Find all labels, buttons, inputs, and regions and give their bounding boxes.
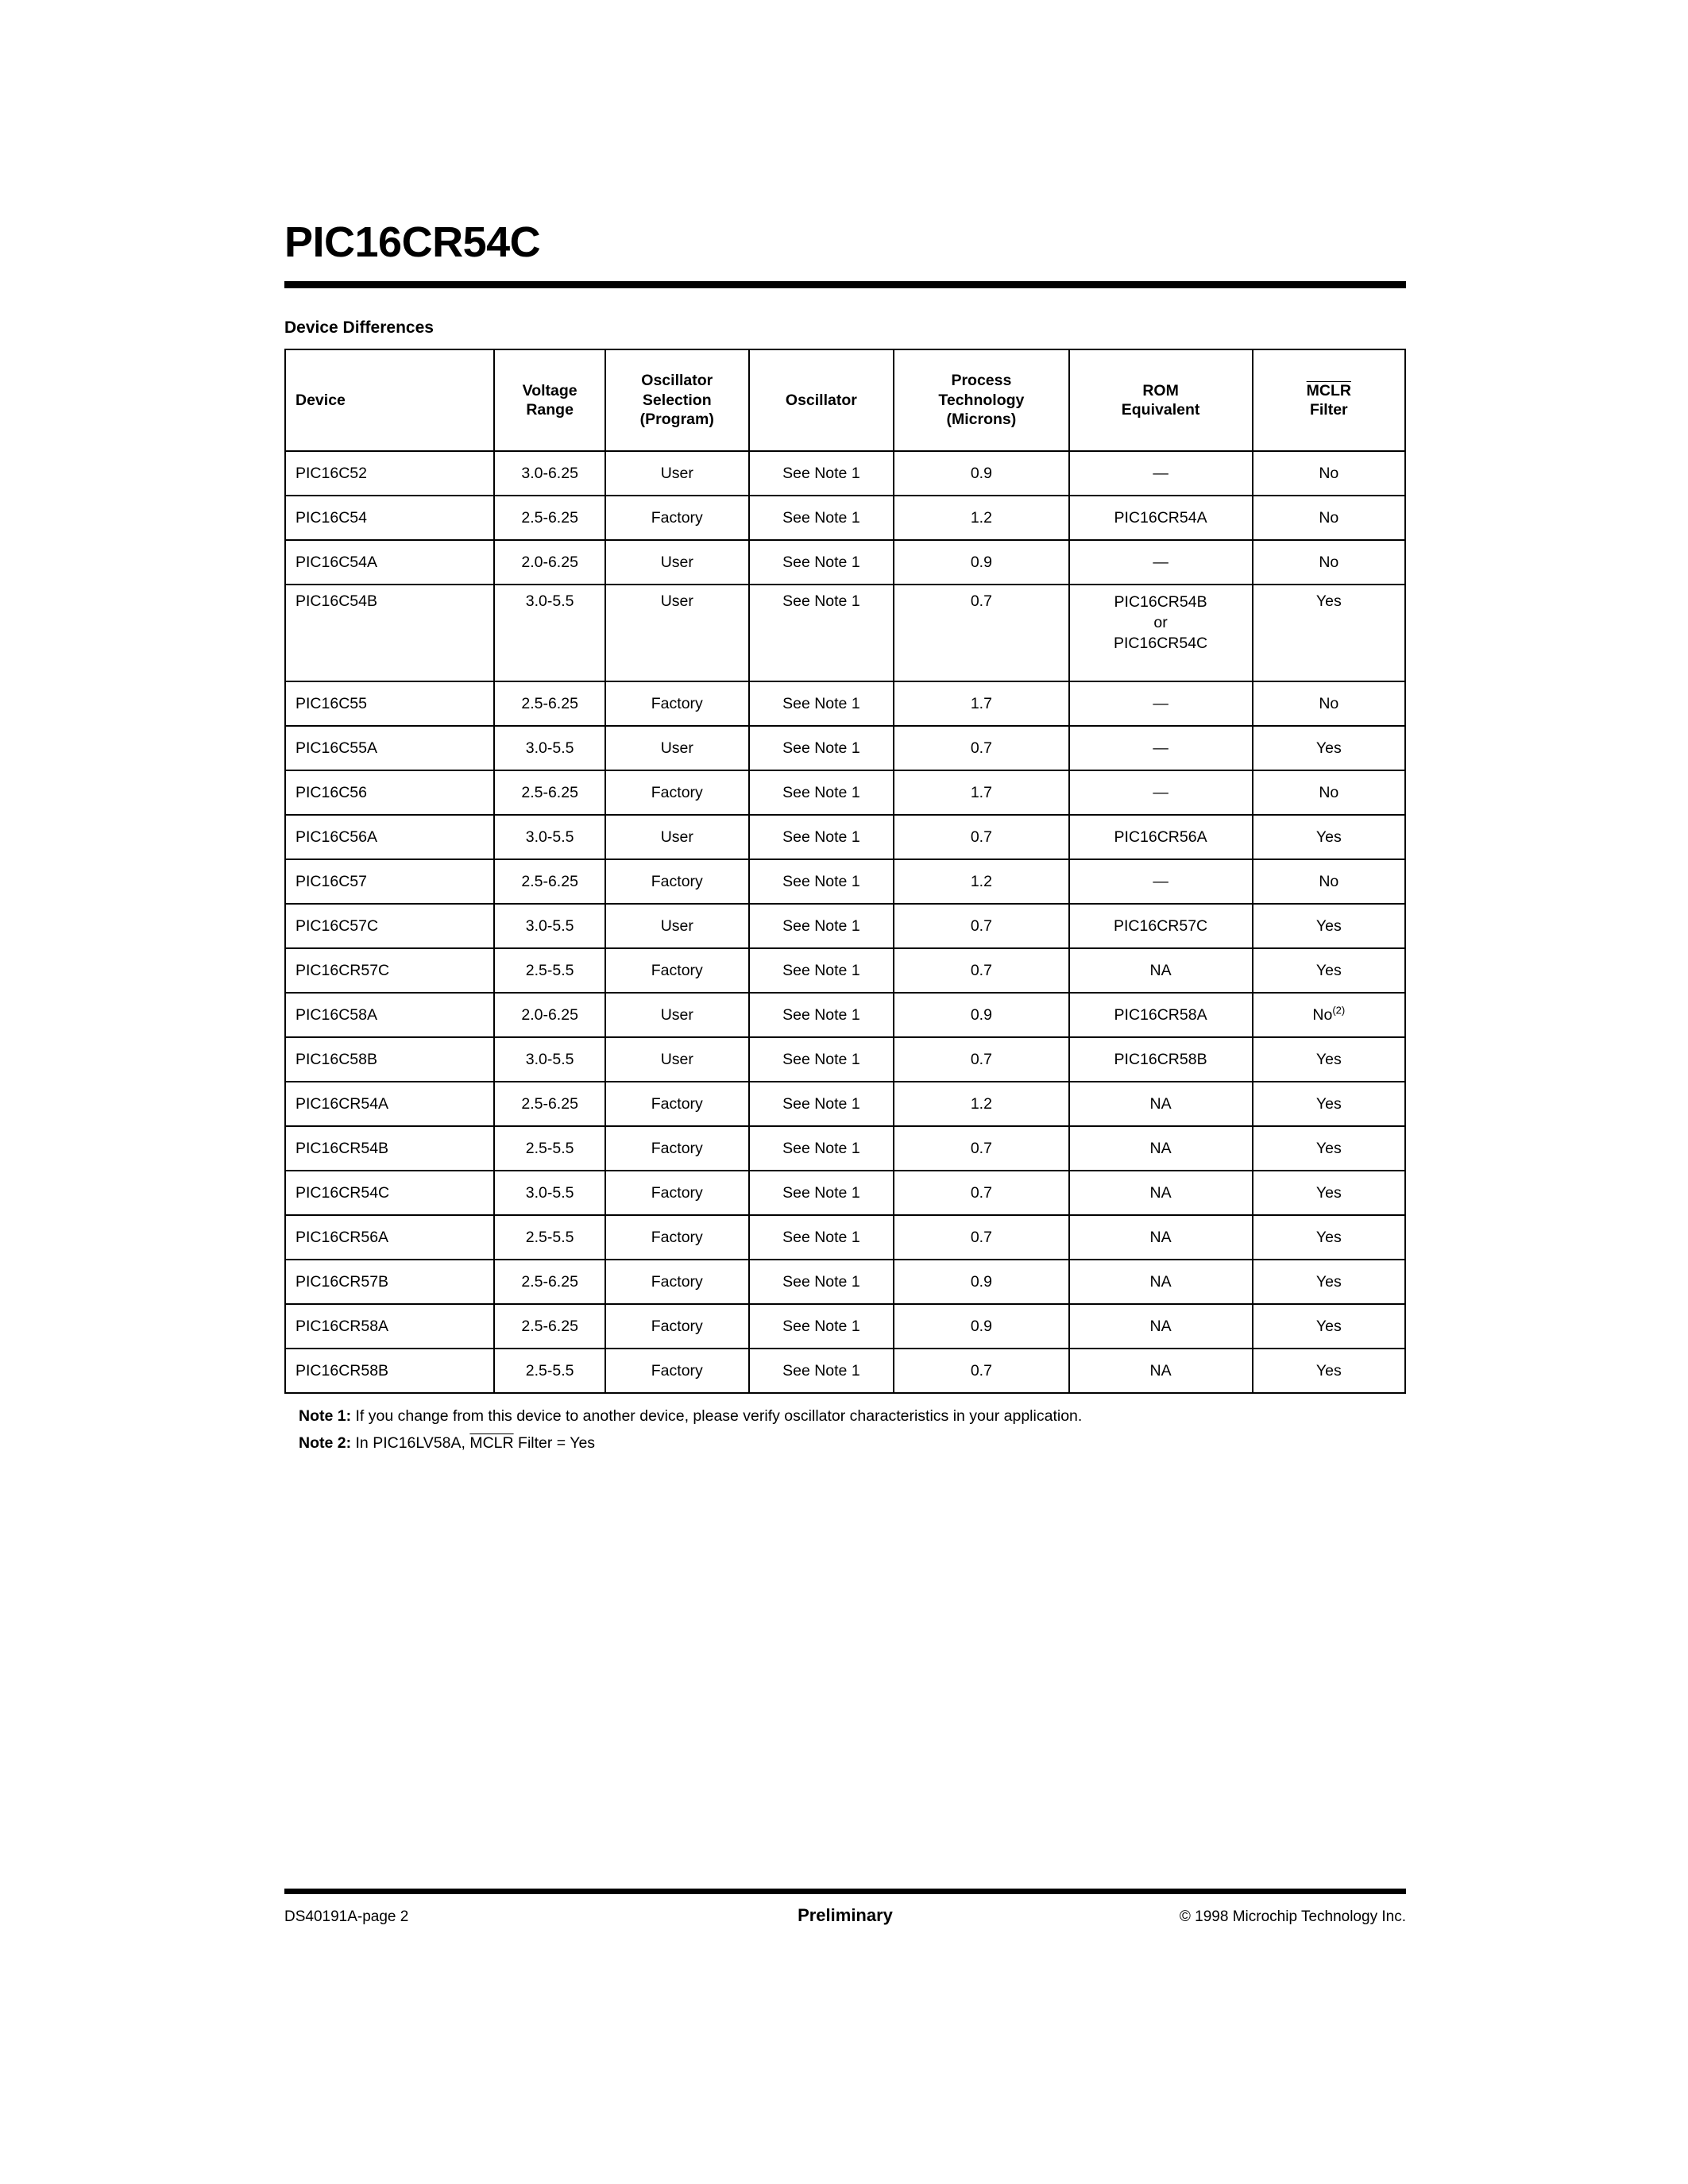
- table-row: [285, 1304, 1405, 1349]
- cell-oscillator: See Note 1: [749, 726, 894, 770]
- cell-device: PIC16C55: [285, 681, 494, 726]
- cell-rom-equivalent: —: [1069, 726, 1253, 770]
- cell-device: PIC16C54B: [285, 585, 494, 681]
- cell-oscillator: See Note 1: [749, 904, 894, 948]
- cell-mclr-filter: No: [1253, 859, 1405, 904]
- cell-process-technology: 0.9: [894, 540, 1068, 585]
- table-row: [285, 496, 1405, 540]
- cell-process-technology: 1.2: [894, 1082, 1068, 1126]
- table-row: [285, 1126, 1405, 1171]
- cell-oscillator-selection: Factory: [605, 1171, 749, 1215]
- cell-device: PIC16C54A: [285, 540, 494, 585]
- cell-oscillator: See Note 1: [749, 770, 894, 815]
- table-row: [285, 451, 1405, 496]
- cell-rom-equivalent: —: [1069, 770, 1253, 815]
- cell-process-technology: 1.2: [894, 859, 1068, 904]
- cell-device: PIC16C52: [285, 451, 494, 496]
- cell-mclr-filter: Yes: [1253, 1126, 1405, 1171]
- cell-voltage-range: 2.5-5.5: [494, 1215, 605, 1260]
- table-row: [285, 726, 1405, 770]
- cell-voltage-range: 2.0-6.25: [494, 993, 605, 1037]
- cell-process-technology: 0.7: [894, 726, 1068, 770]
- table-row: [285, 540, 1405, 585]
- cell-process-technology: 0.7: [894, 1126, 1068, 1171]
- table-row: [285, 1082, 1405, 1126]
- note-1-text: If you change from this device to another device, please verify oscillator characteristics in your application.: [355, 1407, 1083, 1425]
- cell-process-technology: 1.7: [894, 770, 1068, 815]
- cell-voltage-range: 2.0-6.25: [494, 540, 605, 585]
- cell-device: PIC16C57: [285, 859, 494, 904]
- table-row: [285, 585, 1405, 681]
- cell-oscillator: See Note 1: [749, 1126, 894, 1171]
- cell-mclr-filter: Yes: [1253, 904, 1405, 948]
- cell-voltage-range: 3.0-5.5: [494, 904, 605, 948]
- device-differences-table: [284, 349, 1406, 1394]
- cell-oscillator-selection: Factory: [605, 948, 749, 993]
- cell-oscillator-selection: Factory: [605, 1126, 749, 1171]
- table-row: [285, 904, 1405, 948]
- cell-device: PIC16CR57B: [285, 1260, 494, 1304]
- table-row: [285, 681, 1405, 726]
- cell-process-technology: 0.7: [894, 1171, 1068, 1215]
- cell-rom-equivalent: PIC16CR56A: [1069, 815, 1253, 859]
- page-footer: [284, 1889, 1406, 1926]
- cell-voltage-range: 2.5-6.25: [494, 681, 605, 726]
- notes-block: [299, 1406, 1406, 1454]
- cell-oscillator: See Note 1: [749, 1260, 894, 1304]
- table-row: [285, 815, 1405, 859]
- cell-oscillator-selection: Factory: [605, 1082, 749, 1126]
- cell-voltage-range: 2.5-6.25: [494, 770, 605, 815]
- column-header-rom-equivalent: [1069, 349, 1253, 451]
- cell-oscillator-selection: User: [605, 726, 749, 770]
- cell-oscillator: See Note 1: [749, 1171, 894, 1215]
- cell-oscillator: See Note 1: [749, 1215, 894, 1260]
- footer-copyright: © 1998 Microchip Technology Inc.: [1179, 1908, 1406, 1925]
- cell-voltage-range: 3.0-5.5: [494, 726, 605, 770]
- cell-rom-equivalent: NA: [1069, 1171, 1253, 1215]
- oscsel-line3: (Program): [639, 411, 714, 429]
- cell-oscillator-selection: User: [605, 904, 749, 948]
- cell-device: PIC16C56A: [285, 815, 494, 859]
- cell-process-technology: 0.7: [894, 815, 1068, 859]
- cell-voltage-range: 3.0-5.5: [494, 815, 605, 859]
- column-header-mclr-filter: [1253, 349, 1405, 451]
- cell-device: PIC16CR58A: [285, 1304, 494, 1349]
- table-row: [285, 859, 1405, 904]
- column-header-process-technology: [894, 349, 1068, 451]
- cell-rom-equivalent: —: [1069, 681, 1253, 726]
- oscsel-line1: Oscillator: [641, 372, 713, 390]
- cell-oscillator-selection: User: [605, 1037, 749, 1082]
- cell-oscillator: See Note 1: [749, 1349, 894, 1393]
- cell-oscillator: See Note 1: [749, 948, 894, 993]
- cell-rom-equivalent: —: [1069, 451, 1253, 496]
- note-2-mclr: MCLR: [469, 1434, 514, 1453]
- cell-device: PIC16CR54A: [285, 1082, 494, 1126]
- cell-device: PIC16C56: [285, 770, 494, 815]
- cell-oscillator: See Note 1: [749, 1082, 894, 1126]
- table-row: [285, 1037, 1405, 1082]
- cell-oscillator: See Note 1: [749, 815, 894, 859]
- cell-oscillator-selection: Factory: [605, 1349, 749, 1393]
- process-line1: Process: [951, 372, 1012, 390]
- cell-oscillator-selection: Factory: [605, 1260, 749, 1304]
- cell-process-technology: 0.7: [894, 585, 1068, 681]
- cell-mclr-filter: Yes: [1253, 1215, 1405, 1260]
- cell-oscillator: See Note 1: [749, 681, 894, 726]
- cell-oscillator-selection: Factory: [605, 859, 749, 904]
- cell-process-technology: 1.2: [894, 496, 1068, 540]
- voltage-line1: Voltage: [522, 381, 577, 399]
- cell-oscillator: See Note 1: [749, 1037, 894, 1082]
- cell-voltage-range: 3.0-6.25: [494, 451, 605, 496]
- cell-oscillator: See Note 1: [749, 540, 894, 585]
- cell-rom-equivalent: PIC16CR54B or PIC16CR54C: [1069, 585, 1253, 681]
- cell-voltage-range: 2.5-6.25: [494, 1082, 605, 1126]
- cell-process-technology: 0.7: [894, 1037, 1068, 1082]
- cell-mclr-filter: No: [1253, 496, 1405, 540]
- cell-device: PIC16CR54B: [285, 1126, 494, 1171]
- cell-mclr-filter: No: [1253, 451, 1405, 496]
- section-heading: Device Differences: [284, 318, 434, 337]
- column-header-oscillator: Oscillator: [749, 349, 894, 451]
- cell-rom-equivalent: PIC16CR58A: [1069, 993, 1253, 1037]
- cell-voltage-range: 2.5-5.5: [494, 1349, 605, 1393]
- cell-oscillator-selection: Factory: [605, 1304, 749, 1349]
- note-2-suffix: Filter = Yes: [518, 1434, 596, 1453]
- note-2-label: Note 2:: [299, 1434, 352, 1453]
- cell-rom-equivalent: NA: [1069, 948, 1253, 993]
- oscsel-line2: Selection: [642, 391, 712, 409]
- process-line3: (Microns): [946, 411, 1017, 429]
- column-header-voltage-range: [494, 349, 605, 451]
- cell-oscillator: See Note 1: [749, 859, 894, 904]
- voltage-line2: Range: [526, 401, 574, 419]
- cell-process-technology: 0.7: [894, 904, 1068, 948]
- footer-document-id: DS40191A-page 2: [284, 1908, 409, 1925]
- table-header-row: [285, 349, 1405, 451]
- cell-device: PIC16C54: [285, 496, 494, 540]
- cell-device: PIC16CR58B: [285, 1349, 494, 1393]
- cell-mclr-filter: No: [1253, 681, 1405, 726]
- cell-device: PIC16CR56A: [285, 1215, 494, 1260]
- cell-rom-equivalent: NA: [1069, 1082, 1253, 1126]
- cell-oscillator: See Note 1: [749, 585, 894, 681]
- cell-voltage-range: 3.0-5.5: [494, 585, 605, 681]
- cell-mclr-filter: Yes: [1253, 1171, 1405, 1215]
- cell-rom-equivalent: —: [1069, 859, 1253, 904]
- cell-mclr-filter: Yes: [1253, 1037, 1405, 1082]
- footer-status: Preliminary: [798, 1905, 893, 1925]
- cell-process-technology: 0.9: [894, 1304, 1068, 1349]
- cell-voltage-range: 3.0-5.5: [494, 1037, 605, 1082]
- cell-device: PIC16C58B: [285, 1037, 494, 1082]
- rom-line1: ROM: [1142, 381, 1179, 399]
- cell-rom-equivalent: NA: [1069, 1215, 1253, 1260]
- cell-process-technology: 0.7: [894, 948, 1068, 993]
- cell-mclr-filter: Yes: [1253, 1349, 1405, 1393]
- mclr-line1: MCLR: [1306, 381, 1351, 399]
- cell-rom-equivalent: NA: [1069, 1304, 1253, 1349]
- column-header-device: Device: [285, 349, 494, 451]
- cell-oscillator-selection: Factory: [605, 681, 749, 726]
- table-row: [285, 770, 1405, 815]
- cell-rom-equivalent: —: [1069, 540, 1253, 585]
- cell-device: PIC16C57C: [285, 904, 494, 948]
- column-header-oscillator-selection: [605, 349, 749, 451]
- note-1-label: Note 1:: [299, 1407, 352, 1425]
- cell-device: PIC16C55A: [285, 726, 494, 770]
- cell-rom-equivalent: NA: [1069, 1260, 1253, 1304]
- table-row: [285, 1171, 1405, 1215]
- cell-voltage-range: 2.5-6.25: [494, 496, 605, 540]
- cell-process-technology: 0.7: [894, 1215, 1068, 1260]
- cell-rom-equivalent: NA: [1069, 1126, 1253, 1171]
- cell-oscillator-selection: User: [605, 540, 749, 585]
- table-row: [285, 948, 1405, 993]
- cell-voltage-range: 2.5-6.25: [494, 1304, 605, 1349]
- cell-voltage-range: 2.5-6.25: [494, 1260, 605, 1304]
- cell-oscillator-selection: User: [605, 585, 749, 681]
- cell-process-technology: 0.9: [894, 451, 1068, 496]
- cell-oscillator: See Note 1: [749, 496, 894, 540]
- note-1: [299, 1406, 1406, 1426]
- table-row: [285, 993, 1405, 1037]
- cell-device: PIC16CR57C: [285, 948, 494, 993]
- rom-line2: Equivalent: [1121, 401, 1200, 419]
- process-line2: Technology: [938, 391, 1025, 409]
- cell-voltage-range: 2.5-5.5: [494, 1126, 605, 1171]
- cell-oscillator-selection: Factory: [605, 1215, 749, 1260]
- cell-process-technology: 1.7: [894, 681, 1068, 726]
- cell-device: PIC16CR54C: [285, 1171, 494, 1215]
- cell-mclr-filter: Yes: [1253, 585, 1405, 681]
- footer-row: [284, 1905, 1406, 1926]
- cell-process-technology: 0.7: [894, 1349, 1068, 1393]
- cell-oscillator-selection: Factory: [605, 496, 749, 540]
- cell-mclr-filter: No$^{(2)}$: [1253, 993, 1405, 1037]
- cell-oscillator-selection: Factory: [605, 770, 749, 815]
- cell-process-technology: 0.9: [894, 1260, 1068, 1304]
- cell-mclr-filter: Yes: [1253, 1304, 1405, 1349]
- cell-voltage-range: 2.5-6.25: [494, 859, 605, 904]
- cell-oscillator: See Note 1: [749, 451, 894, 496]
- cell-mclr-filter: Yes: [1253, 815, 1405, 859]
- cell-rom-equivalent: PIC16CR57C: [1069, 904, 1253, 948]
- cell-mclr-filter: No: [1253, 770, 1405, 815]
- cell-mclr-filter: Yes: [1253, 726, 1405, 770]
- cell-rom-equivalent: PIC16CR58B: [1069, 1037, 1253, 1082]
- page-title: PIC16CR54C: [284, 218, 541, 266]
- cell-voltage-range: 2.5-5.5: [494, 948, 605, 993]
- cell-oscillator-selection: User: [605, 815, 749, 859]
- cell-device: PIC16C58A: [285, 993, 494, 1037]
- cell-oscillator: See Note 1: [749, 1304, 894, 1349]
- cell-process-technology: 0.9: [894, 993, 1068, 1037]
- footer-divider: [284, 1889, 1406, 1894]
- note-2-prefix: In PIC16LV58A,: [355, 1434, 465, 1453]
- cell-mclr-filter: Yes: [1253, 1260, 1405, 1304]
- cell-mclr-filter: No: [1253, 540, 1405, 585]
- cell-oscillator-selection: User: [605, 993, 749, 1037]
- cell-rom-equivalent: NA: [1069, 1349, 1253, 1393]
- cell-mclr-filter: Yes: [1253, 1082, 1405, 1126]
- page-content: [284, 0, 1406, 1461]
- note-2: [299, 1433, 1406, 1453]
- table-body: [285, 451, 1405, 1393]
- mclr-line2: Filter: [1309, 401, 1348, 419]
- cell-rom-equivalent: PIC16CR54A: [1069, 496, 1253, 540]
- table-row: [285, 1215, 1405, 1260]
- table-row: [285, 1349, 1405, 1393]
- cell-oscillator-selection: User: [605, 451, 749, 496]
- cell-mclr-filter: Yes: [1253, 948, 1405, 993]
- title-divider: [284, 281, 1406, 288]
- table-row: [285, 1260, 1405, 1304]
- cell-oscillator: See Note 1: [749, 993, 894, 1037]
- cell-voltage-range: 3.0-5.5: [494, 1171, 605, 1215]
